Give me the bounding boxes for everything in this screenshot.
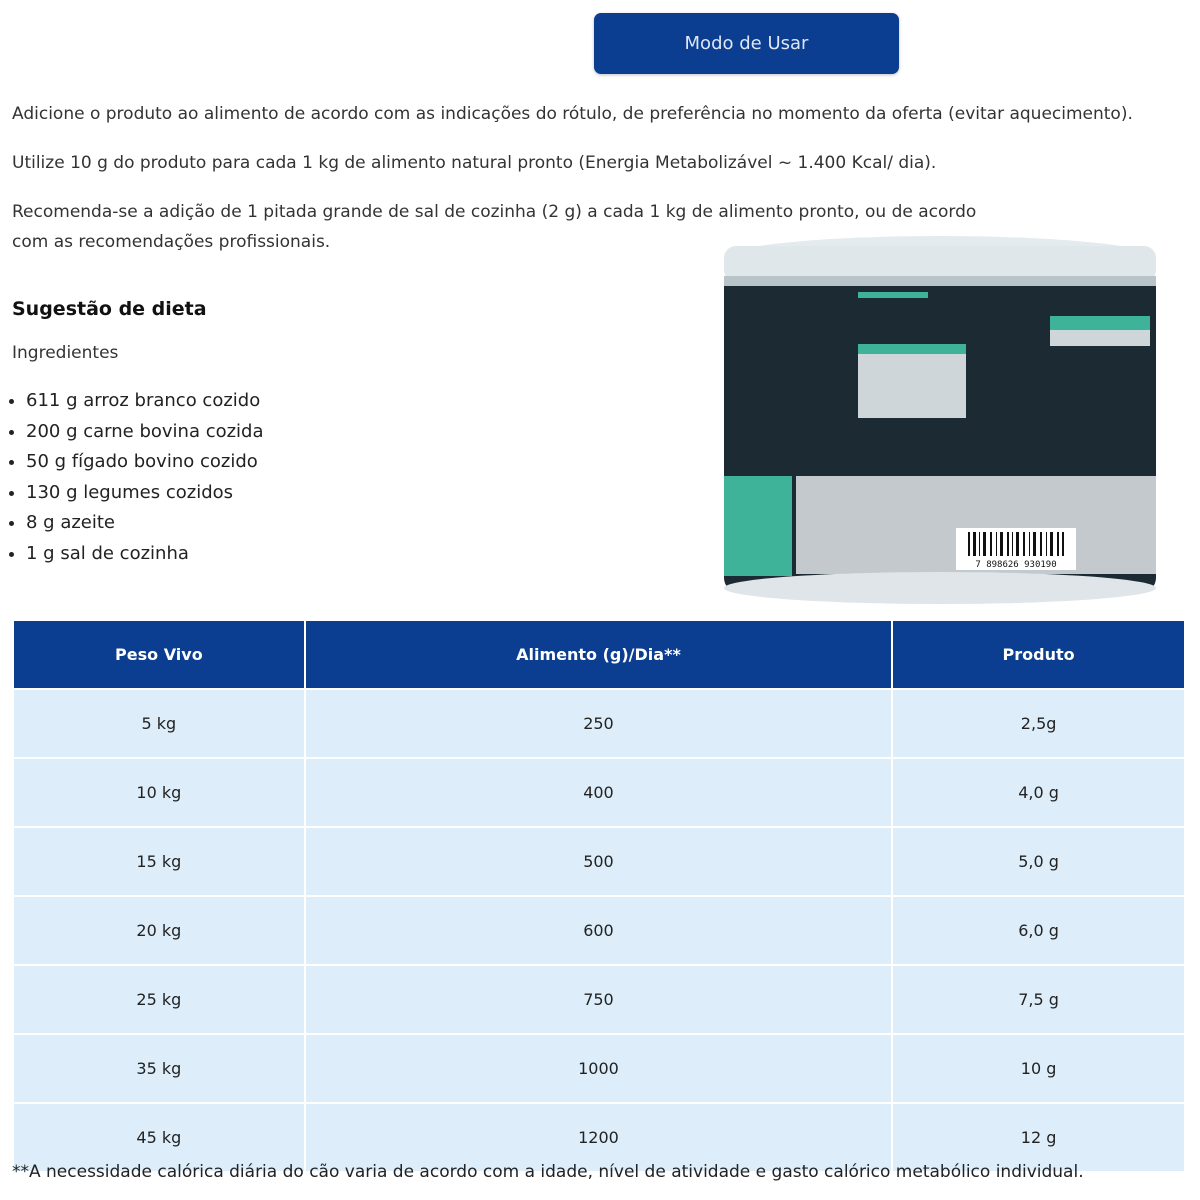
list-item: • 200 g carne bovina cozida [26, 417, 264, 448]
cell: 1000 [305, 1034, 892, 1103]
modo-de-usar-button[interactable]: Modo de Usar [594, 13, 899, 74]
table-row [14, 758, 1185, 827]
list-item: • 8 g azeite [26, 508, 264, 539]
cell: 7,5 g [892, 965, 1185, 1034]
cell: 25 kg [14, 965, 305, 1034]
ingredients-label: Ingredientes [12, 343, 119, 363]
barcode-number: 7 898626 930190 [975, 560, 1057, 570]
cell: 45 kg [14, 1103, 305, 1171]
table-row [14, 689, 1185, 758]
cell: 500 [305, 827, 892, 896]
product-can-image [720, 232, 1160, 608]
ingredients-list [8, 386, 264, 569]
cell: 2,5g [892, 689, 1185, 758]
list-item: • 50 g fígado bovino cozido [26, 447, 264, 478]
cell: 250 [305, 689, 892, 758]
cell: 6,0 g [892, 896, 1185, 965]
table-row [14, 1034, 1185, 1103]
list-item: • 611 g arroz branco cozido [26, 386, 264, 417]
header-alimento: Alimento (g)/Dia** [305, 621, 892, 689]
cell: 10 g [892, 1034, 1185, 1103]
cell: 5 kg [14, 689, 305, 758]
cell: 35 kg [14, 1034, 305, 1103]
table-row [14, 827, 1185, 896]
list-item: • 1 g sal de cozinha [26, 539, 264, 570]
cell: 20 kg [14, 896, 305, 965]
table-row [14, 965, 1185, 1034]
cell: 4,0 g [892, 758, 1185, 827]
cell: 10 kg [14, 758, 305, 827]
feeding-table [14, 621, 1186, 1171]
instruction-2: Utilize 10 g do produto para cada 1 kg de alimento natural pronto (Energia Metabolizável ~ 1.400 Kcal/ dia). [12, 153, 937, 173]
table-row [14, 1103, 1185, 1171]
cell: 600 [305, 896, 892, 965]
footnote: **A necessidade calórica diária do cão varia de acordo com a idade, nível de atividade e gasto calórico metabólico individual. [12, 1162, 1084, 1182]
header-peso-vivo: Peso Vivo [14, 621, 305, 689]
instruction-1: Adicione o produto ao alimento de acordo com as indicações do rótulo, de preferência no momento da oferta (evitar aquecimento). [12, 104, 1133, 124]
cell: 400 [305, 758, 892, 827]
instruction-3: Recomenda-se a adição de 1 pitada grande de sal de cozinha (2 g) a cada 1 kg de alimento pronto, ou de acordo com as recomendações profissionais. [12, 202, 977, 252]
table-row [14, 896, 1185, 965]
list-item: • 130 g legumes cozidos [26, 478, 264, 509]
cell: 750 [305, 965, 892, 1034]
cell: 15 kg [14, 827, 305, 896]
diet-title: Sugestão de dieta [12, 298, 207, 320]
cell: 5,0 g [892, 827, 1185, 896]
cell: 12 g [892, 1103, 1185, 1171]
cell: 1200 [305, 1103, 892, 1171]
header-produto: Produto [892, 621, 1185, 689]
